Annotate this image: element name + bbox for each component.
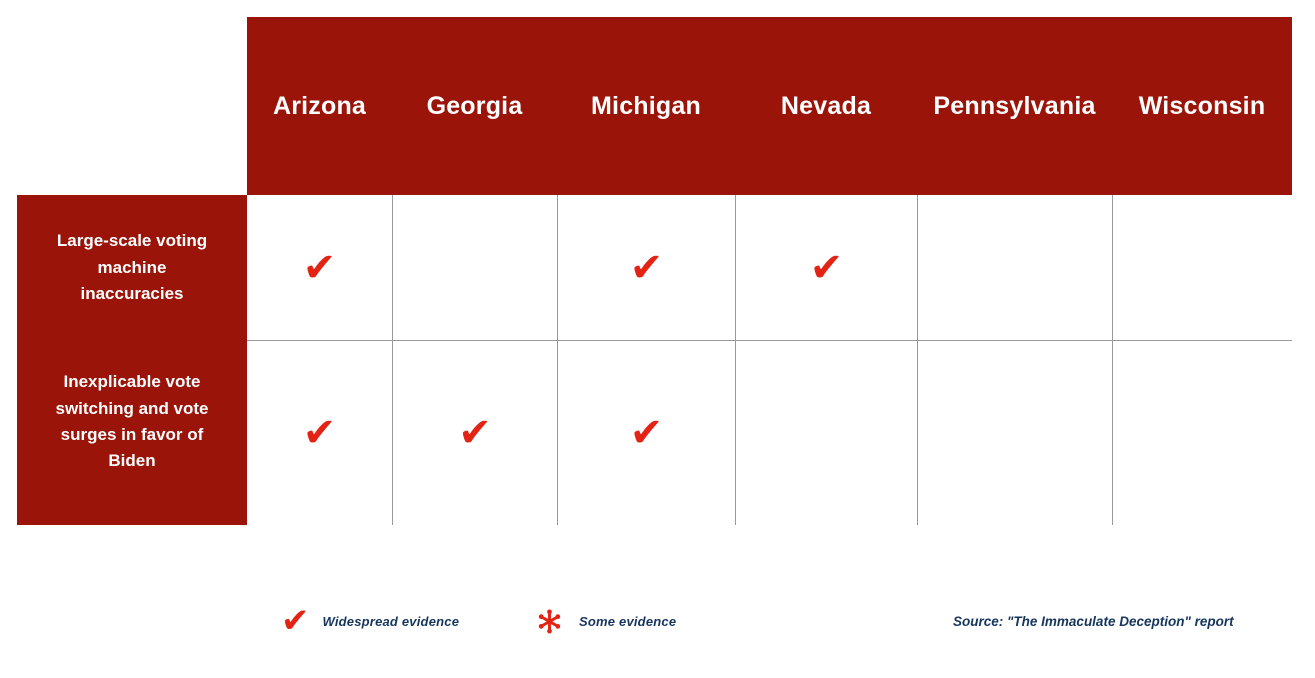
legend-item-widespread (281, 598, 459, 644)
cell-row2-georgia (392, 341, 557, 525)
column-header-georgia: Georgia (392, 17, 557, 195)
column-header-michigan: Michigan (557, 17, 735, 195)
column-header-wisconsin: Wisconsin (1112, 17, 1292, 195)
cell-row1-arizona (247, 195, 392, 341)
check-icon: ✔ (629, 410, 664, 456)
cell-row1-michigan (557, 195, 735, 341)
cell-row1-pennsylvania (917, 195, 1112, 341)
six-spoke-asterisk-icon (536, 607, 563, 636)
cell-row2-pennsylvania (917, 341, 1112, 525)
source-note: Source: "The Immaculate Deception" report (953, 614, 1234, 629)
check-icon: ✔ (302, 244, 337, 291)
cell-row1-georgia (392, 195, 557, 341)
corner-cell (17, 17, 247, 195)
column-header-pennsylvania: Pennsylvania (917, 17, 1112, 195)
cell-row2-michigan (557, 341, 735, 525)
check-icon: ✔ (281, 601, 310, 641)
cell-row1-wisconsin (1112, 195, 1292, 341)
legend-label-some: Some evidence (579, 613, 677, 629)
row-label-machine-inaccuracies: Large-scale voting machine inaccuracies (17, 195, 247, 341)
check-icon: ✔ (458, 410, 492, 456)
cell-row1-nevada (735, 195, 917, 341)
legend-label-widespread: Widespread evidence (322, 613, 460, 629)
cell-row2-arizona (247, 341, 392, 525)
cell-row2-wisconsin (1112, 341, 1292, 525)
evidence-matrix-table (17, 17, 1292, 525)
column-header-nevada: Nevada (735, 17, 917, 195)
check-icon: ✔ (302, 410, 337, 456)
check-icon: ✔ (809, 244, 844, 291)
column-header-arizona: Arizona (247, 17, 392, 195)
cell-row2-nevada (735, 341, 917, 525)
row-label-vote-switching: Inexplicable vote switching and vote surges in favor of Biden (17, 341, 247, 525)
legend-item-some (536, 598, 676, 644)
check-icon: ✔ (629, 244, 664, 291)
